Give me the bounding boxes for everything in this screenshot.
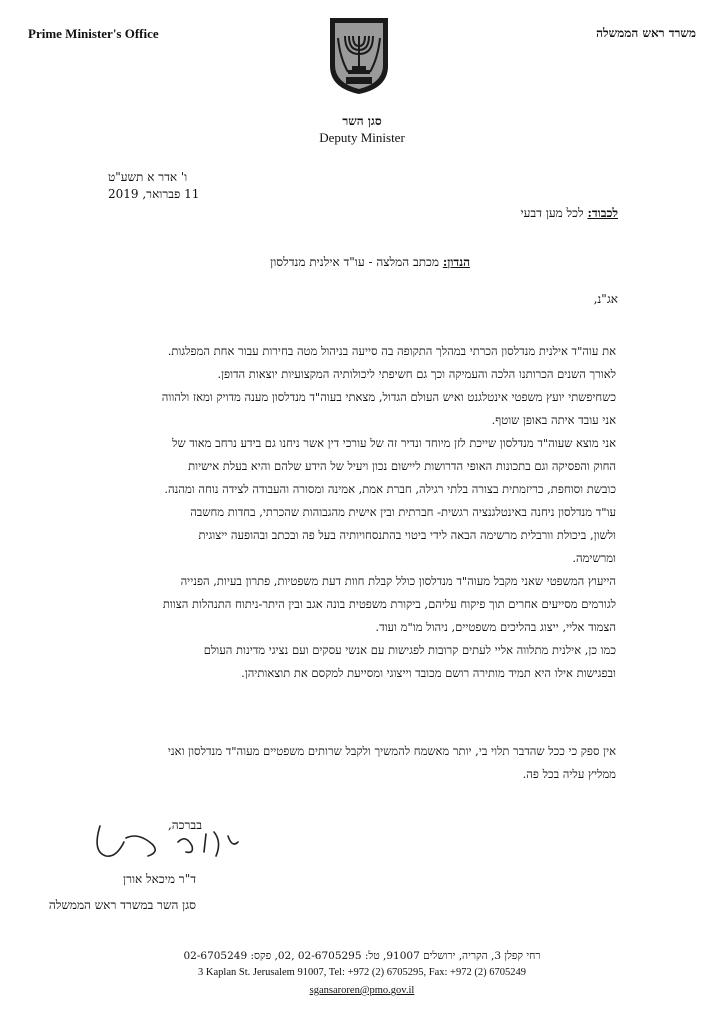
body-line: אני עובד איתה באופן שוטף. — [491, 413, 616, 427]
subject-value: מכתב המלצה - עו"ד אילנית מנדלסון — [270, 255, 443, 269]
footer-email-link[interactable]: sgansaroren@pmo.gov.il — [309, 985, 415, 996]
signer-name: ד"ר מיכאל אורן — [123, 872, 196, 886]
title-hebrew: סגן השר — [342, 114, 382, 128]
state-emblem-icon — [326, 14, 392, 96]
body-line: הצמוד אליי, ייצוג בהליכים משפטיים, ניהול מו"מ ועוד. — [375, 620, 616, 634]
letter-body — [96, 340, 616, 685]
date-hebrew: ו' אדר א תשע"ט — [108, 170, 188, 184]
office-name-hebrew: משרד ראש הממשלה — [596, 26, 696, 40]
body-line: את עוה"ד אילנית מנדלסון הכרתי במהלך התקופה בה סייעה בניהול מטה בחירות עבור אחת המפלגות. — [167, 344, 616, 358]
office-name-english: Prime Minister's Office — [28, 26, 159, 41]
closing-paragraph — [96, 740, 616, 786]
signer-title: סגן השר במשרד ראש הממשלה — [48, 898, 196, 912]
greeting: אג"נ, — [593, 292, 618, 306]
closing-line: אין ספק כי ככל שהדבר תלוי בי, יותר מאשמח להמשיך ולקבל שרותים משפטיים מעוה"ד מנדלסון ואני — [167, 744, 616, 758]
body-line: לאורך השנים הכרותנו הלכה והעמיקה וכך גם חשיפתי ליכולותיה המקצועיות יוצאות הדופן. — [217, 367, 616, 381]
date-gregorian: 11 פברואר, 2019 — [108, 187, 200, 201]
sign-off: בברכה, — [167, 818, 202, 832]
recipient-label: לכבוד: — [587, 206, 618, 220]
footer-address-english: 3 Kaplan St. Jerusalem 91007, Tel: +972 (2) 6705295, Fax: +972 (2) 6705249 — [198, 967, 526, 978]
subject-line — [270, 255, 470, 270]
body-line: אני מוצא שעוה"ד מנדלסון שייכת לזן מיוחד ונדיר זה של עורכי דין אשר ניחנו גם בידע נרחב מאוד של — [172, 436, 616, 450]
body-line: החוק והפסיקה וגם בתכונות האופי הדרושות ליישום נכון ויעיל של הידע שלהם והיא בעלת אישיות — [188, 459, 616, 473]
recipient-value: לכל מען דבעי — [520, 206, 588, 220]
body-line: ומרשימה. — [572, 551, 616, 565]
body-line: עו"ד מנדלסון ניחנה באינטלגנציה רגשית- חברתית ובין אישית מהגבוהות שהכרתי, בחדות מחשבה — [190, 505, 616, 519]
body-line: כשחיפשתי יועץ משפטי אינטלגנט ואיש העולם הגדול, מצאתי בעוה"ד מנדלסון מענה מדויק ומאז ולהווה — [161, 390, 616, 404]
body-line: לגורמים מסייעים אחרים תוך פיקוח עליהם, ביקורת משפטית בונה אגב ובין היתר-ניתוח התנהלות הצוות — [162, 597, 616, 611]
closing-line: ממליץ עליה בכל פה. — [522, 767, 616, 781]
footer-address-hebrew: רחי קפלן 3, הקריה, ירושלים 91007, טל: 02-6705295 ,02, פקס: 02-6705249 — [183, 950, 541, 962]
subject-label: הנדון: — [442, 255, 470, 269]
body-line: כמו כן, אילנית מתלווה אליי לעתים קרובות לפגישות עם אנשי עסקים ועם נציגי מדינות העולם — [203, 643, 616, 657]
recipient-line — [520, 206, 618, 221]
title-english: Deputy Minister — [319, 130, 405, 145]
body-line: כובשת וסוחפת, כריזמתית בצורה בלתי רגילה, חברת אמת, אמינה ומסורה והעבודה לצידה נוחה ומהנה. — [164, 482, 616, 496]
body-line: הייעוץ המשפטי שאני מקבל מעוה"ד מנדלסון כולל קבלת חוות דעת משפטיות, פתרון בעיות, הפנייה — [180, 574, 616, 588]
body-line: ולשון, ביכולת וורבלית מרשימה הבאה לידי ביטוי בהתנסחויותיה בעל פה ובכתב ובהופעה ייצוגית — [198, 528, 616, 542]
body-line: ובפגישות אילו היא תמיד מותירה רושם מכובד וייצוגי ומסייעת למקסם את תוצאותיהן. — [241, 666, 616, 680]
